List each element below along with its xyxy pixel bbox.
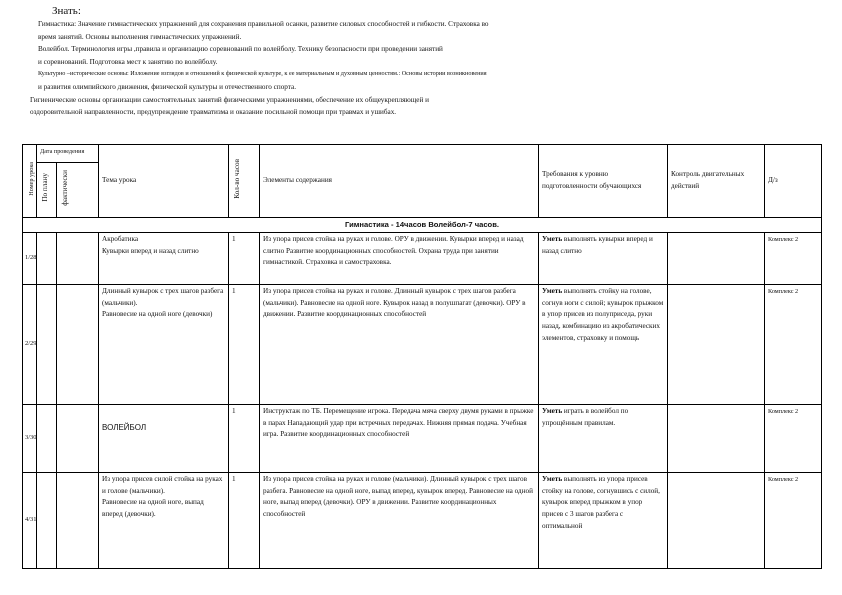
header-content: Элементы содержания xyxy=(260,145,539,218)
lesson-homework: Комплекс 2 xyxy=(765,404,822,472)
lesson-requirements xyxy=(539,284,668,404)
requirement-text: выполнять из упора присев стойку на голове, согнувшись с силой, кувырок вперед прыжком в упор присев с 3 шагов разбега с оптимальной xyxy=(542,474,660,530)
table-row xyxy=(23,284,822,404)
header-topic: Тема урока xyxy=(99,145,229,218)
lesson-hours: 1 xyxy=(229,472,260,568)
lesson-hours: 1 xyxy=(229,284,260,404)
lesson-homework: Комплекс 2 xyxy=(765,232,822,284)
date-fact-cell xyxy=(57,284,99,404)
intro-line: Культурно –исторические основы: Изложение взглядов и отношений к физической культуре, к ее материальным и духовным ценностям.: Основы истории возникновения xyxy=(38,70,487,78)
date-fact-cell xyxy=(57,472,99,568)
requirement-keyword: Уметь xyxy=(542,234,563,243)
table-row xyxy=(23,232,822,284)
intro-line: время занятий. Основы выполнения гимнастических упражнений. xyxy=(38,32,242,41)
lesson-topic-cell xyxy=(99,404,229,472)
header-requirements: Требования к уровню подготовленности обучающихся xyxy=(539,145,668,218)
intro-heading: Знать: xyxy=(52,5,81,17)
lesson-hours: 1 xyxy=(229,232,260,284)
lesson-content: Из упора присев стойка на руках и голове. Длинный кувырок с трех шагов разбега (мальчики). Равновесие на одной ноге. Кувырок назад в полушпагат (девочки). ОРУ в движении. Развитие координационных способностей xyxy=(260,284,539,404)
lesson-content: Инструктаж по ТБ. Перемещение игрока. Передача мяча сверху двумя руками в прыжке в парах Нападающий удар при встречных передачах. Нижняя прямая подача. Учебная игра. Развитие координационных способностей xyxy=(260,404,539,472)
intro-line: и соревнований. Подготовка мест к занятию по волейболу. xyxy=(38,57,218,66)
lesson-content: Из упора присев стойка на руках и голове. ОРУ в движении. Кувырки вперед и назад слитно Развитие координационных способностей. Охрана труда при занятии гимнастикой. Страховка и самостраховка. xyxy=(260,232,539,284)
header-date: Дата проведения xyxy=(37,145,99,163)
intro-line: Волейбол. Терминология игры ,правила и организацию соревнований по волейболу. Технику безопасности при проведении занятий xyxy=(38,45,443,54)
lesson-topic: Акробатика Кувырки вперед и назад слитно xyxy=(99,232,229,284)
requirement-keyword: Уметь xyxy=(542,474,563,483)
header-date-plan: По плану xyxy=(37,163,57,218)
lesson-content: Из упора присев стойка на руках и голове (мальчики). Длинный кувырок с трех шагов разбега. Равновесие на одной ноге, выпад вперед, кувырок вперед. Равновесие на одной ноге, выпад вперед (девочки). ОРУ в движении. Развитие координационных способностей xyxy=(260,472,539,568)
lesson-topic: Длинный кувырок с трех шагов разбега (мальчики). Равновесие на одной ноге (девочки) xyxy=(99,284,229,404)
lesson-plan-table xyxy=(22,144,822,569)
date-plan-cell xyxy=(37,284,57,404)
intro-line: Гигиенические основы организации самостоятельных занятий физическими упражнениями, обеспечение их общеукрепляющей и xyxy=(30,95,429,104)
lesson-topic: Из упора присев силой стойка на руках и голове (мальчики). Равновесие на одной ноге, выпад вперед (девочки). xyxy=(99,472,229,568)
lesson-homework: Комплекс 2 xyxy=(765,472,822,568)
header-date-fact: фактически xyxy=(57,163,99,218)
lesson-number: 1/28 xyxy=(23,232,37,284)
lesson-topic: ВОЛЕЙБОЛ xyxy=(102,422,147,432)
date-plan-cell xyxy=(37,232,57,284)
requirement-text: выполнять стойку на голове, согнув ноги с силой; кувырок прыжком в упор присев из полуприседа, руки назад, комбинацию из акробатических элементов, страховку и помощь xyxy=(542,286,664,342)
lesson-requirements xyxy=(539,472,668,568)
intro-block xyxy=(28,4,828,119)
lesson-control xyxy=(668,404,765,472)
requirement-keyword: Уметь xyxy=(542,286,563,295)
lesson-control xyxy=(668,472,765,568)
lesson-requirements xyxy=(539,404,668,472)
lesson-requirements xyxy=(539,232,668,284)
lesson-number: 3/30 xyxy=(23,404,37,472)
requirement-text: играть в волейбол по упрощённым правилам. xyxy=(542,406,629,427)
lesson-hours: 1 xyxy=(229,404,260,472)
date-plan-cell xyxy=(37,472,57,568)
date-plan-cell xyxy=(37,404,57,472)
header-control: Контроль двигательных действий xyxy=(668,145,765,218)
header-lesson-no: Номер урока xyxy=(23,145,37,218)
lesson-number: 2/29 xyxy=(23,284,37,404)
header-homework: Д/з xyxy=(765,145,822,218)
lesson-control xyxy=(668,284,765,404)
intro-line: и развития олимпийского движения, физической культуры и отечественного спорта. xyxy=(38,82,297,91)
section-title: Гимнастика - 14часов Волейбол-7 часов. xyxy=(23,218,822,233)
requirement-text: выполнять кувырки вперед и назад слитно xyxy=(542,234,653,255)
intro-line: Гимнастика: Значение гимнастических упражнений для сохранения правильной осанки, развитие силовых способностей и гибкости. Страховка во xyxy=(38,20,489,28)
header-hours: Кол-во часов xyxy=(229,145,260,218)
intro-line: оздоровительной направленности, предупреждение травматизма и оказание посильной помощи при травмах и ушибах. xyxy=(30,108,397,117)
table-row xyxy=(23,404,822,472)
lesson-number: 4/31 xyxy=(23,472,37,568)
lesson-homework: Комплекс 2 xyxy=(765,284,822,404)
lesson-control xyxy=(668,232,765,284)
date-fact-cell xyxy=(57,404,99,472)
requirement-keyword: Уметь xyxy=(542,406,563,415)
table-row xyxy=(23,472,822,568)
date-fact-cell xyxy=(57,232,99,284)
